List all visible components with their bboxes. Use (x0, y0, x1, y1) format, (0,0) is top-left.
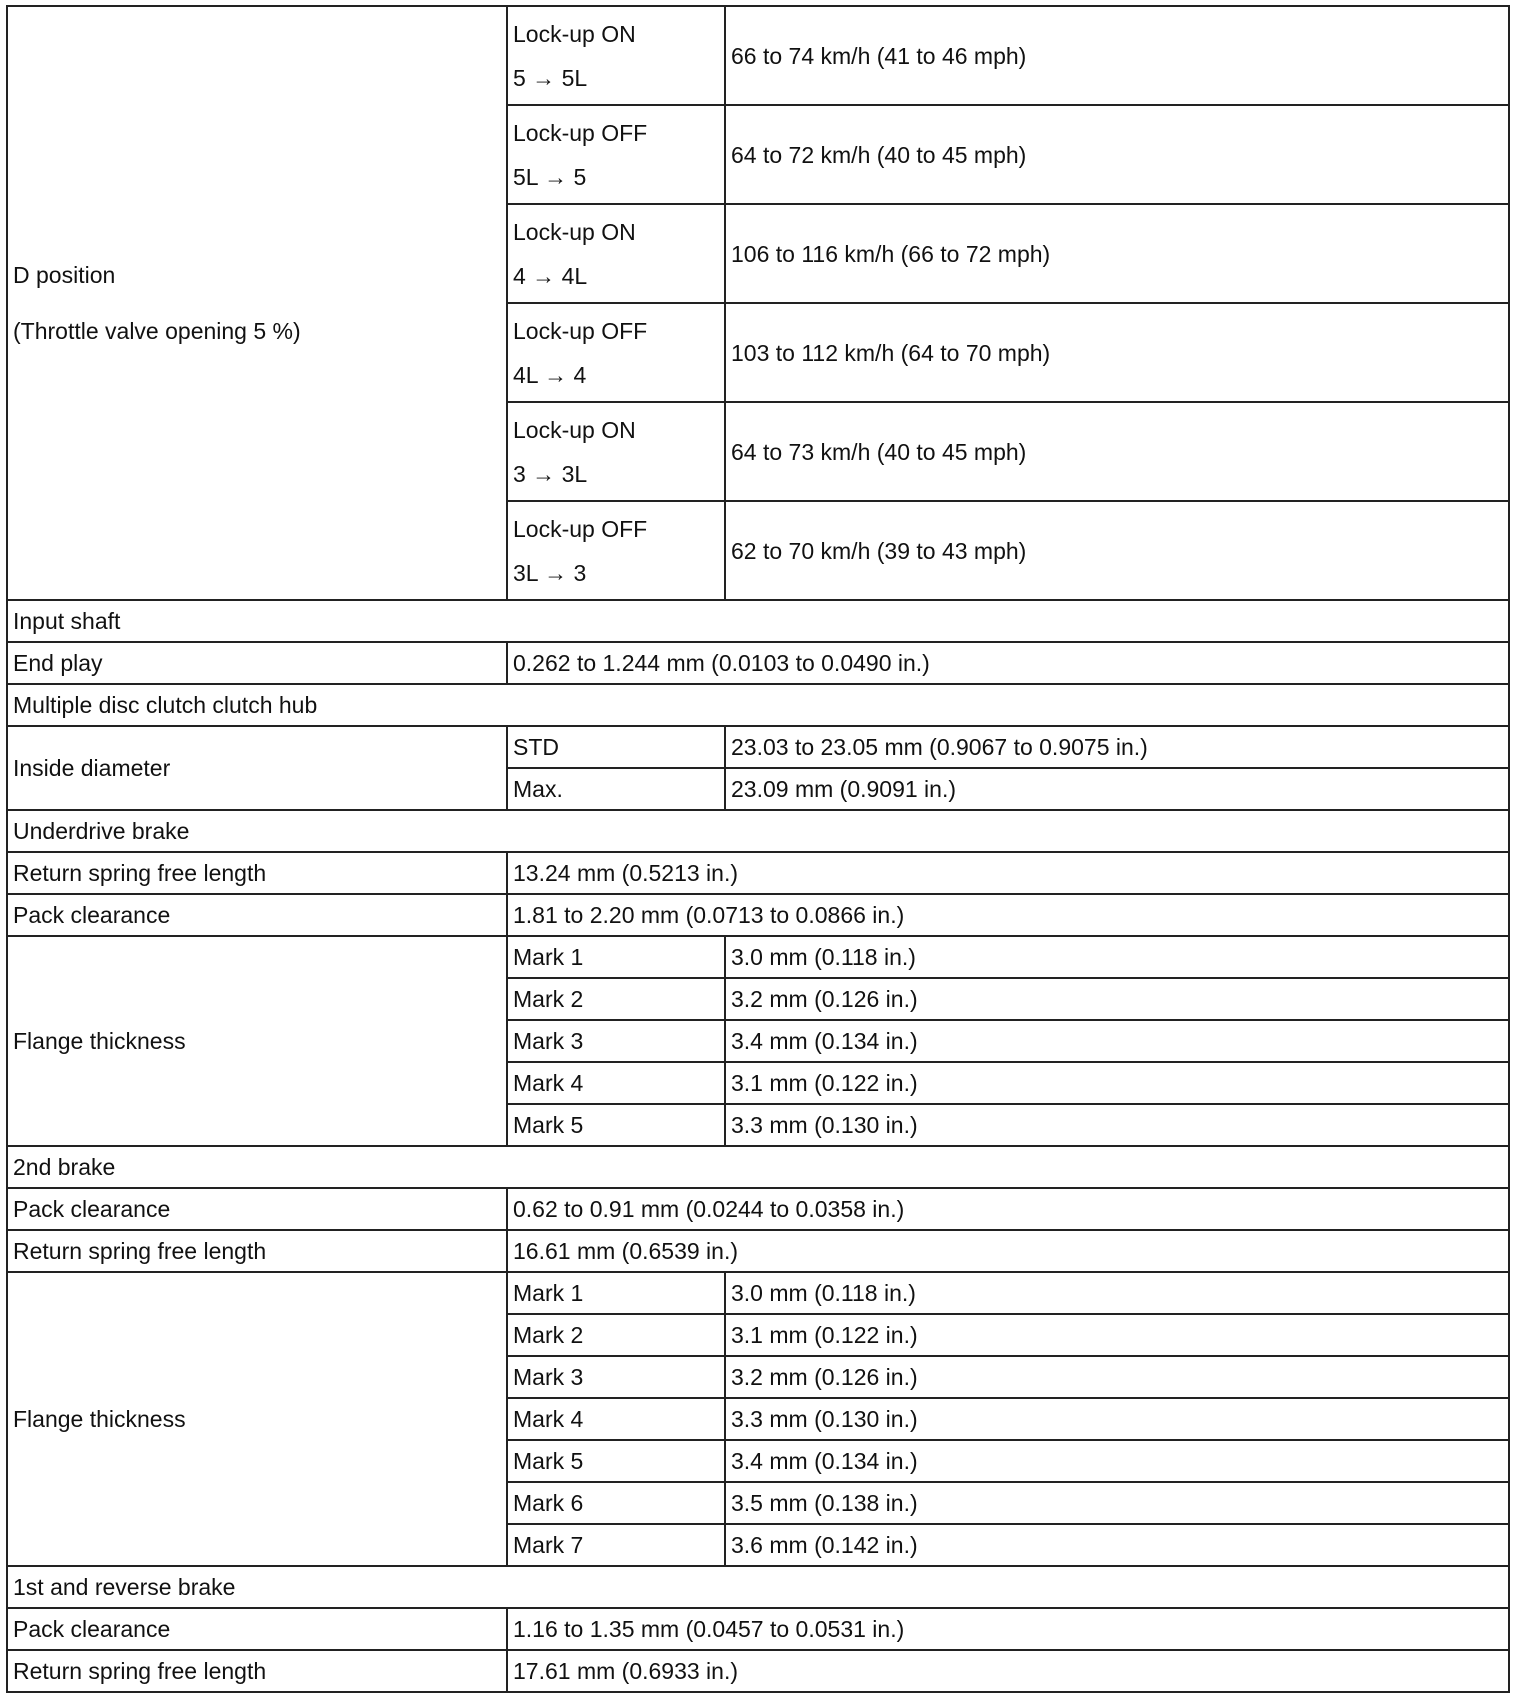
max-label: Max. (507, 768, 725, 810)
pack-clearance-label: Pack clearance (7, 1188, 507, 1230)
spec-table (6, 5, 1510, 1693)
std-label: STD (507, 726, 725, 768)
shift-speed: 106 to 116 km/h (66 to 72 mph) (725, 204, 1509, 303)
flange-mark: Mark 4 (507, 1062, 725, 1104)
shift-point: 4L → 4 (513, 361, 587, 388)
flange-value: 3.2 mm (0.126 in.) (725, 978, 1509, 1020)
return-spring-value: 16.61 mm (0.6539 in.) (507, 1230, 1509, 1272)
flange-value: 3.4 mm (0.134 in.) (725, 1020, 1509, 1062)
flange-mark: Mark 5 (507, 1440, 725, 1482)
flange-mark: Mark 3 (507, 1020, 725, 1062)
flange-mark: Mark 1 (507, 1272, 725, 1314)
d-position-sublabel: (Throttle valve opening 5 %) (13, 318, 301, 344)
flange-value: 3.1 mm (0.122 in.) (725, 1062, 1509, 1104)
table-row (7, 852, 1509, 894)
first-reverse-brake-heading: 1st and reverse brake (7, 1566, 1509, 1608)
shift-speed: 64 to 73 km/h (40 to 45 mph) (725, 402, 1509, 501)
flange-value: 3.3 mm (0.130 in.) (725, 1104, 1509, 1146)
lockup-mode: Lock-up ON (513, 218, 636, 245)
return-spring-value: 13.24 mm (0.5213 in.) (507, 852, 1509, 894)
table-row (7, 936, 1509, 978)
shift-speed: 64 to 72 km/h (40 to 45 mph) (725, 105, 1509, 204)
shift-point: 5 → 5L (513, 64, 588, 91)
flange-value: 3.0 mm (0.118 in.) (725, 936, 1509, 978)
end-play-label: End play (7, 642, 507, 684)
return-spring-value: 17.61 mm (0.6933 in.) (507, 1650, 1509, 1692)
d-position-label-cell (7, 6, 507, 600)
table-row (7, 726, 1509, 768)
pack-clearance-value: 1.16 to 1.35 mm (0.0457 to 0.0531 in.) (507, 1608, 1509, 1650)
pack-clearance-label: Pack clearance (7, 1608, 507, 1650)
table-row (7, 1230, 1509, 1272)
flange-thickness-label: Flange thickness (7, 1272, 507, 1566)
return-spring-label: Return spring free length (7, 852, 507, 894)
section-heading-row (7, 600, 1509, 642)
underdrive-brake-heading: Underdrive brake (7, 810, 1509, 852)
table-row (7, 1608, 1509, 1650)
section-heading-row (7, 1146, 1509, 1188)
shift-mode-cell (507, 402, 725, 501)
flange-value: 3.5 mm (0.138 in.) (725, 1482, 1509, 1524)
table-row (7, 642, 1509, 684)
flange-value: 3.3 mm (0.130 in.) (725, 1398, 1509, 1440)
flange-mark: Mark 7 (507, 1524, 725, 1566)
return-spring-label: Return spring free length (7, 1650, 507, 1692)
shift-speed: 62 to 70 km/h (39 to 43 mph) (725, 501, 1509, 600)
flange-value: 3.4 mm (0.134 in.) (725, 1440, 1509, 1482)
shift-speed: 103 to 112 km/h (64 to 70 mph) (725, 303, 1509, 402)
table-row (7, 894, 1509, 936)
lockup-mode: Lock-up OFF (513, 317, 648, 344)
flange-mark: Mark 4 (507, 1398, 725, 1440)
flange-mark: Mark 2 (507, 1314, 725, 1356)
section-heading-row (7, 810, 1509, 852)
d-position-label: D position (13, 262, 116, 288)
lockup-mode: Lock-up OFF (513, 515, 648, 542)
flange-thickness-label: Flange thickness (7, 936, 507, 1146)
flange-mark: Mark 3 (507, 1356, 725, 1398)
section-heading-row (7, 1566, 1509, 1608)
flange-mark: Mark 6 (507, 1482, 725, 1524)
input-shaft-heading: Input shaft (7, 600, 1509, 642)
flange-value: 3.0 mm (0.118 in.) (725, 1272, 1509, 1314)
flange-value: 3.6 mm (0.142 in.) (725, 1524, 1509, 1566)
pack-clearance-value: 1.81 to 2.20 mm (0.0713 to 0.0866 in.) (507, 894, 1509, 936)
flange-value: 3.2 mm (0.126 in.) (725, 1356, 1509, 1398)
table-row (7, 1650, 1509, 1692)
shift-point: 3L → 3 (513, 559, 587, 586)
lockup-mode: Lock-up ON (513, 20, 636, 47)
lockup-mode: Lock-up OFF (513, 119, 648, 146)
max-value: 23.09 mm (0.9091 in.) (725, 768, 1509, 810)
shift-mode-cell (507, 204, 725, 303)
shift-point: 3 → 3L (513, 460, 588, 487)
lockup-mode: Lock-up ON (513, 416, 636, 443)
table-row (7, 1188, 1509, 1230)
end-play-value: 0.262 to 1.244 mm (0.0103 to 0.0490 in.) (507, 642, 1509, 684)
flange-mark: Mark 2 (507, 978, 725, 1020)
section-heading-row (7, 684, 1509, 726)
std-value: 23.03 to 23.05 mm (0.9067 to 0.9075 in.) (725, 726, 1509, 768)
shift-speed: 66 to 74 km/h (41 to 46 mph) (725, 6, 1509, 105)
table-row (7, 1272, 1509, 1314)
clutch-hub-heading: Multiple disc clutch clutch hub (7, 684, 1509, 726)
shift-mode-cell (507, 6, 725, 105)
shift-mode-cell (507, 303, 725, 402)
flange-mark: Mark 1 (507, 936, 725, 978)
shift-mode-cell (507, 105, 725, 204)
shift-point: 4 → 4L (513, 262, 588, 289)
flange-mark: Mark 5 (507, 1104, 725, 1146)
return-spring-label: Return spring free length (7, 1230, 507, 1272)
flange-value: 3.1 mm (0.122 in.) (725, 1314, 1509, 1356)
inside-diameter-label: Inside diameter (7, 726, 507, 810)
shift-mode-cell (507, 501, 725, 600)
second-brake-heading: 2nd brake (7, 1146, 1509, 1188)
pack-clearance-value: 0.62 to 0.91 mm (0.0244 to 0.0358 in.) (507, 1188, 1509, 1230)
shift-point: 5L → 5 (513, 163, 587, 190)
pack-clearance-label: Pack clearance (7, 894, 507, 936)
table-row (7, 6, 1509, 105)
